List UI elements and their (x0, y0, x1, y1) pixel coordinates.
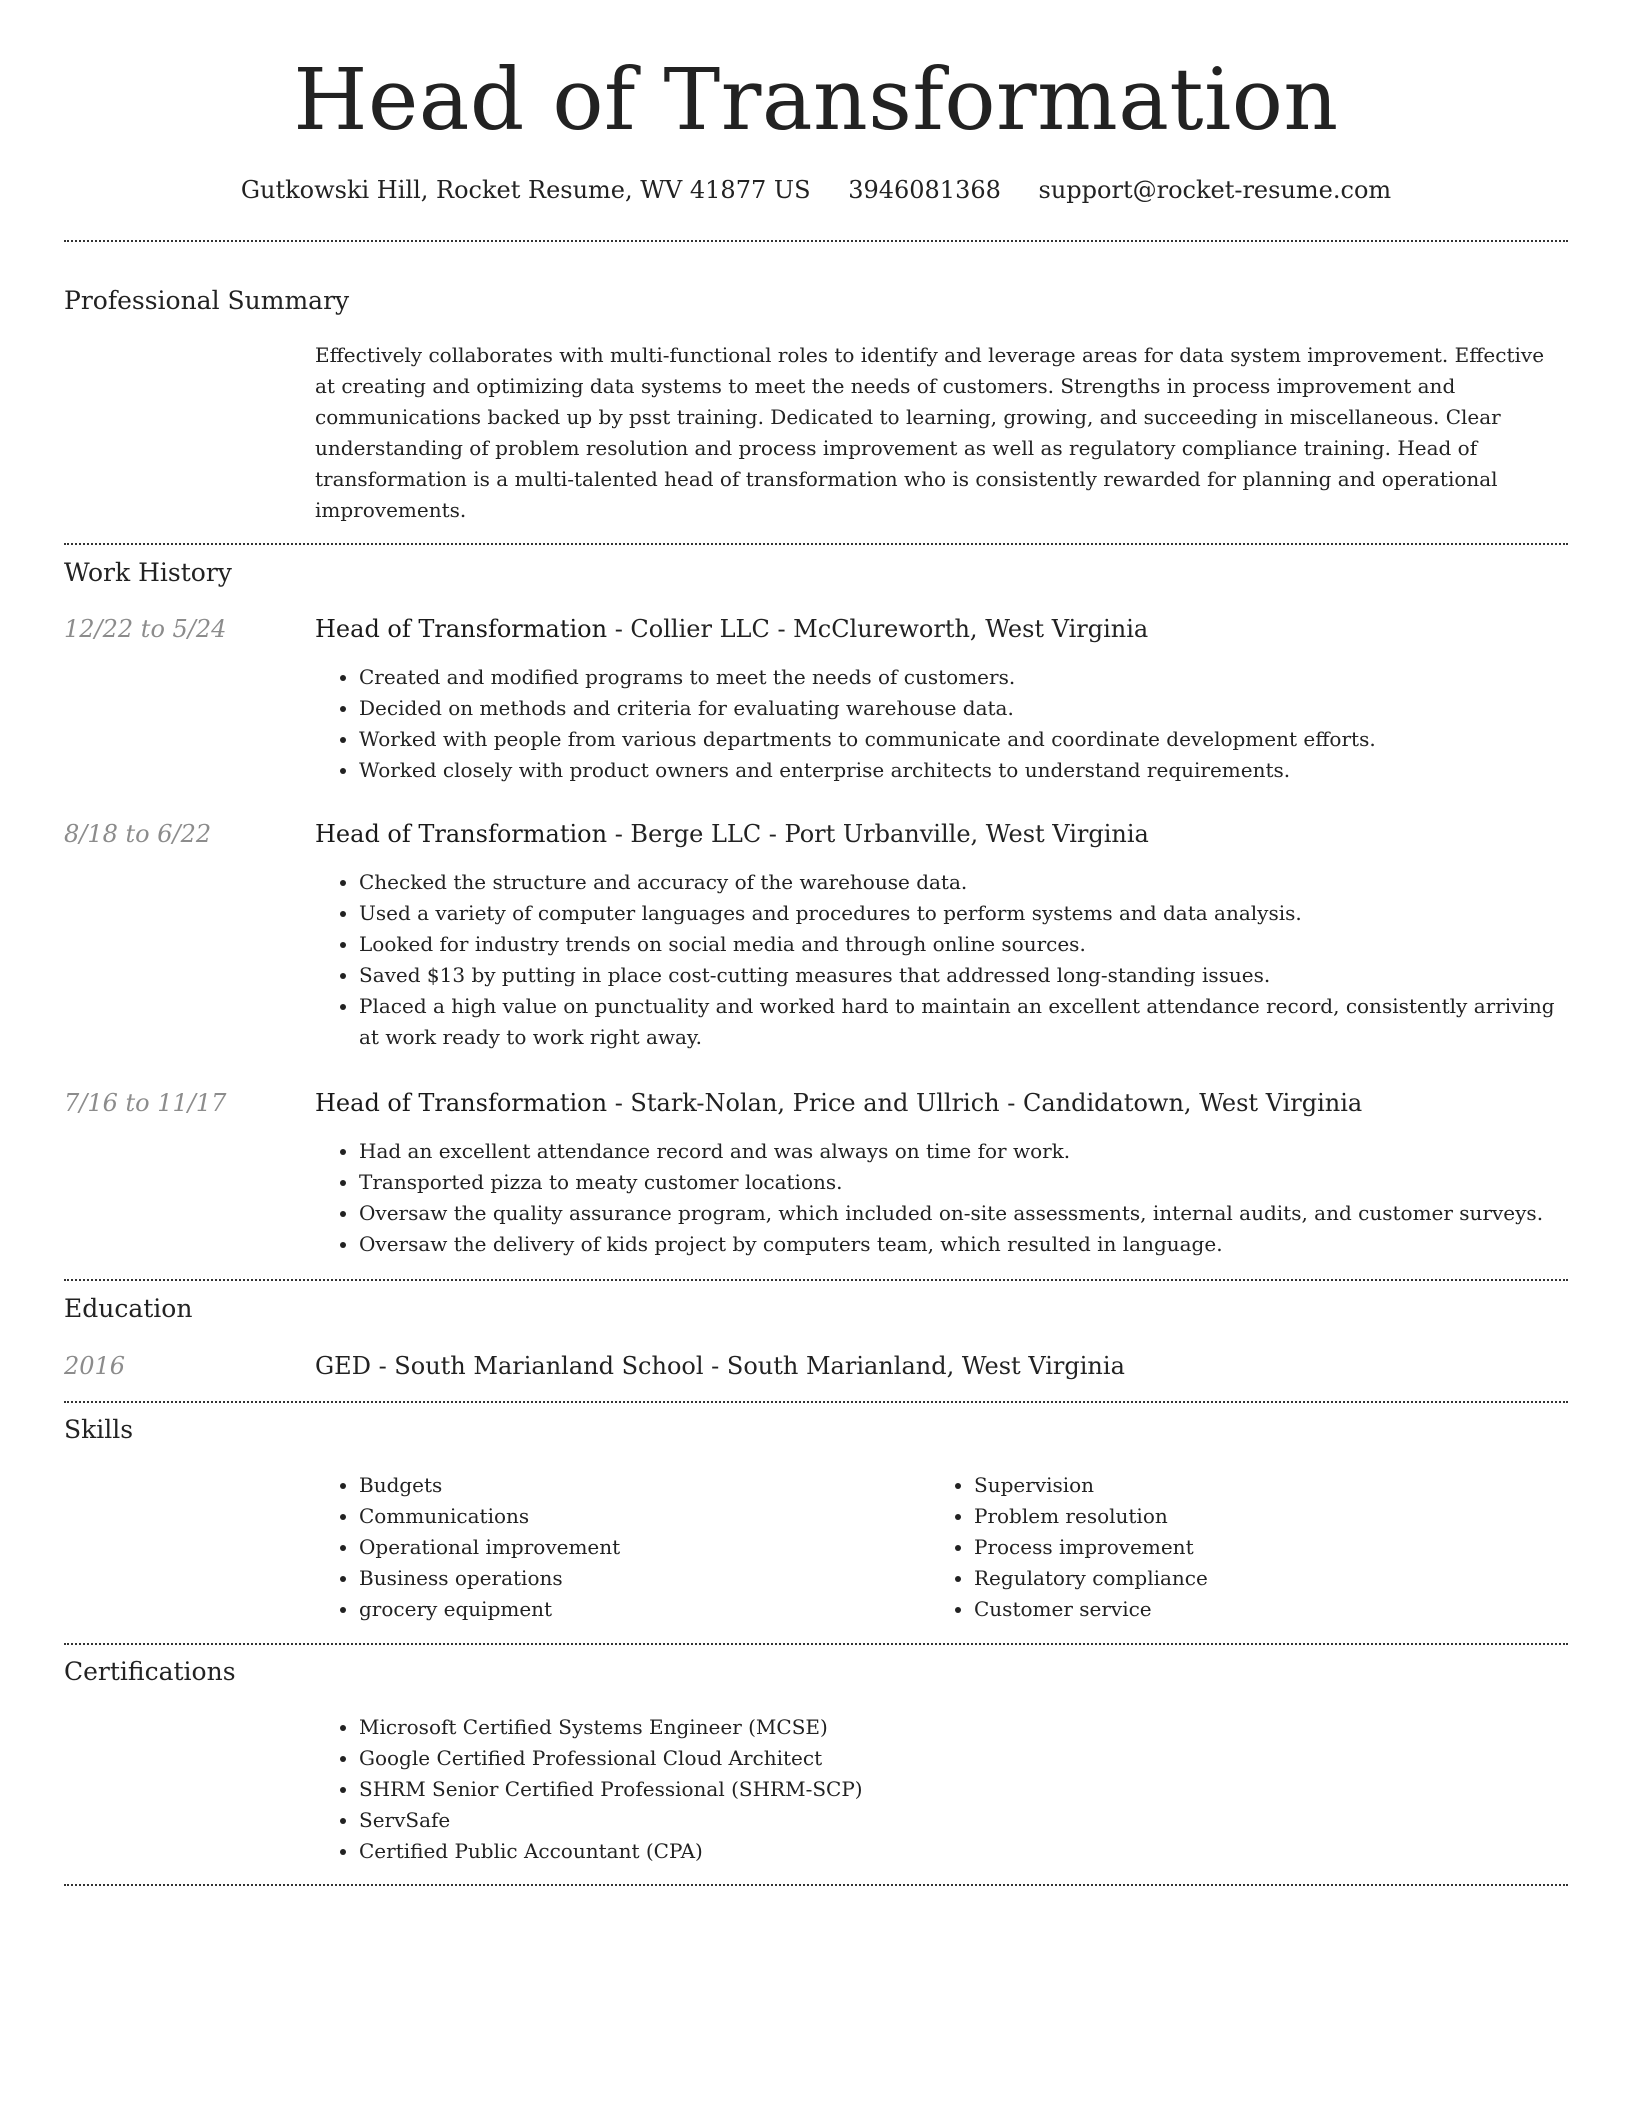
list-item: • Google Certified Professional Cloud Architect (359, 1743, 1568, 1774)
job-role: Head of Transformation (315, 1089, 608, 1117)
job-role: Head of Transformation (315, 820, 608, 848)
section-title-work-history: Work History (64, 558, 232, 587)
contact-email: support@rocket-resume.com (1038, 176, 1392, 204)
list-item: • Process improvement (974, 1532, 1534, 1563)
job-heading (315, 1086, 1568, 1120)
job-employer: - Berge LLC - Port Urbanville, West Virginia (607, 820, 1149, 848)
divider (64, 1884, 1568, 1886)
job-bullets (315, 1136, 1568, 1260)
section-title-summary: Professional Summary (64, 286, 350, 315)
job-dates: 8/18 to 6/22 (64, 820, 212, 848)
list-item: • Oversaw the quality assurance program, which included on-site assessments, internal audits, and customer surveys. (359, 1198, 1568, 1229)
list-item: • Saved $13 by putting in place cost-cutting measures that addressed long-standing issues. (359, 960, 1568, 991)
section-title-certifications: Certifications (64, 1657, 236, 1686)
divider (64, 543, 1568, 545)
contact-address: Gutkowski Hill, Rocket Resume, WV 41877 US (240, 176, 811, 204)
education-entry: GED - South Marianland School - South Marianland, West Virginia (315, 1352, 1125, 1380)
list-item: • Worked closely with product owners and enterprise architects to understand requirements. (359, 755, 1568, 786)
list-item: • ServSafe (359, 1805, 1568, 1836)
list-item: • Oversaw the delivery of kids project by computers team, which resulted in language. (359, 1229, 1568, 1260)
list-item: • Looked for industry trends on social media and through online sources. (359, 929, 1568, 960)
job-heading (315, 817, 1568, 851)
list-item: • Checked the structure and accuracy of the warehouse data. (359, 867, 1568, 898)
skills-list-left (315, 1470, 919, 1625)
list-item: • grocery equipment (359, 1594, 919, 1625)
job-bullets (315, 867, 1568, 1053)
job-role: Head of Transformation (315, 615, 608, 643)
list-item: • Created and modified programs to meet the needs of customers. (359, 662, 1568, 693)
list-item: • Regulatory compliance (974, 1563, 1534, 1594)
list-item: • SHRM Senior Certified Professional (SHRM-SCP) (359, 1774, 1568, 1805)
list-item: • Microsoft Certified Systems Engineer (MCSE) (359, 1712, 1568, 1743)
list-item: • Customer service (974, 1594, 1534, 1625)
list-item: • Worked with people from various departments to communicate and coordinate development efforts. (359, 724, 1568, 755)
job-employer: - Stark-Nolan, Price and Ullrich - Candidatown, West Virginia (607, 1089, 1363, 1117)
job-bullets (315, 662, 1568, 786)
divider (64, 1643, 1568, 1645)
contact-line (0, 170, 1632, 210)
section-title-education: Education (64, 1294, 193, 1323)
job-dates: 7/16 to 11/17 (64, 1089, 227, 1117)
list-item: • Certified Public Accountant (CPA) (359, 1836, 1568, 1867)
divider (64, 1279, 1568, 1281)
section-title-skills: Skills (64, 1415, 134, 1444)
list-item: • Placed a high value on punctuality and worked hard to maintain an excellent attendance record, consistently arriving at work ready to work right away. (359, 991, 1568, 1053)
job-heading (315, 612, 1568, 646)
skills-list-right (930, 1470, 1534, 1625)
job-dates: 12/22 to 5/24 (64, 615, 227, 643)
resume-name: Head of Transformation (293, 51, 1339, 150)
divider (64, 240, 1568, 242)
job-employer: - Collier LLC - McClureworth, West Virginia (607, 615, 1149, 643)
list-item: • Used a variety of computer languages and procedures to perform systems and data analysis. (359, 898, 1568, 929)
list-item: • Budgets (359, 1470, 919, 1501)
list-item: • Supervision (974, 1470, 1534, 1501)
certifications-list (315, 1712, 1568, 1867)
list-item: • Decided on methods and criteria for evaluating warehouse data. (359, 693, 1568, 724)
divider (64, 1401, 1568, 1403)
list-item: • Transported pizza to meaty customer locations. (359, 1167, 1568, 1198)
list-item: • Had an excellent attendance record and was always on time for work. (359, 1136, 1568, 1167)
list-item: • Communications (359, 1501, 919, 1532)
list-item: • Operational improvement (359, 1532, 919, 1563)
list-item: • Business operations (359, 1563, 919, 1594)
contact-phone: 3946081368 (848, 176, 1001, 204)
list-item: • Problem resolution (974, 1501, 1534, 1532)
summary-text: Effectively collaborates with multi-functional roles to identify and leverage areas for data system improvement. Effective at creating and optimizing data systems to meet the needs of customers. Strengths in process improvement and communications backed up by psst training. Dedicated to learning, growing, and succeeding in miscellaneous. Clear understanding of problem resolution and process improvement as well as regulatory compliance training. Head of transformation is a multi-talented head of transformation who is consistently rewarded for planning and operational improvements. (315, 343, 1545, 522)
education-year: 2016 (64, 1352, 126, 1380)
